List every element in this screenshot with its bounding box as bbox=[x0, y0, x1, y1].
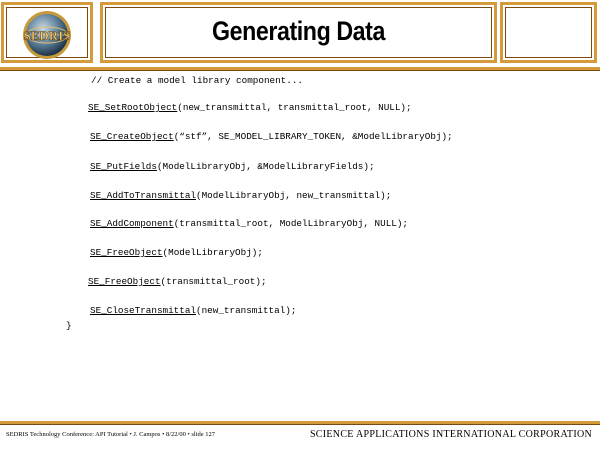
code-args: (new_transmittal, transmittal_root, NULL); bbox=[177, 102, 412, 113]
code-function: SE_CloseTransmittal bbox=[90, 305, 197, 316]
code-closing-brace: } bbox=[66, 320, 72, 331]
code-args: (new_transmittal); bbox=[196, 305, 297, 316]
footer-divider bbox=[0, 421, 600, 425]
code-line bbox=[90, 305, 296, 316]
footer-slide-info: SEDRIS Technology Conference: API Tutorial • J. Campos • 8/22/00 • slide 127 bbox=[6, 431, 216, 438]
code-args: (ModelLibraryObj, new_transmittal); bbox=[196, 190, 392, 201]
code-function: SE_FreeObject bbox=[90, 247, 163, 258]
code-line bbox=[90, 161, 375, 172]
logo-text: SEDRIS bbox=[23, 28, 71, 43]
code-line bbox=[90, 247, 263, 258]
code-function: SE_AddToTransmittal bbox=[90, 190, 197, 201]
code-args: (transmittal_root, ModelLibraryObj, NULL); bbox=[173, 218, 409, 229]
code-line bbox=[88, 276, 267, 287]
code-args: (ModelLibraryObj); bbox=[162, 247, 263, 258]
code-args: (transmittal_root); bbox=[160, 276, 267, 287]
code-line bbox=[90, 218, 408, 229]
code-line bbox=[88, 102, 412, 113]
code-function: SE_SetRootObject bbox=[88, 102, 178, 113]
code-line bbox=[90, 190, 391, 201]
code-function: SE_PutFields bbox=[90, 161, 157, 172]
code-comment: // Create a model library component... bbox=[91, 75, 304, 86]
code-function: SE_FreeObject bbox=[88, 276, 161, 287]
footer-company: SCIENCE APPLICATIONS INTERNATIONAL CORPORATION bbox=[309, 429, 592, 440]
code-line bbox=[90, 131, 453, 142]
code-function: SE_CreateObject bbox=[90, 131, 174, 142]
page-title: Generating Data bbox=[212, 16, 385, 46]
code-args: (“stf”, SE_MODEL_LIBRARY_TOKEN, &ModelLibraryObj); bbox=[173, 131, 453, 142]
code-args: (ModelLibraryObj, &ModelLibraryFields); bbox=[156, 161, 375, 172]
code-function: SE_AddComponent bbox=[90, 218, 174, 229]
